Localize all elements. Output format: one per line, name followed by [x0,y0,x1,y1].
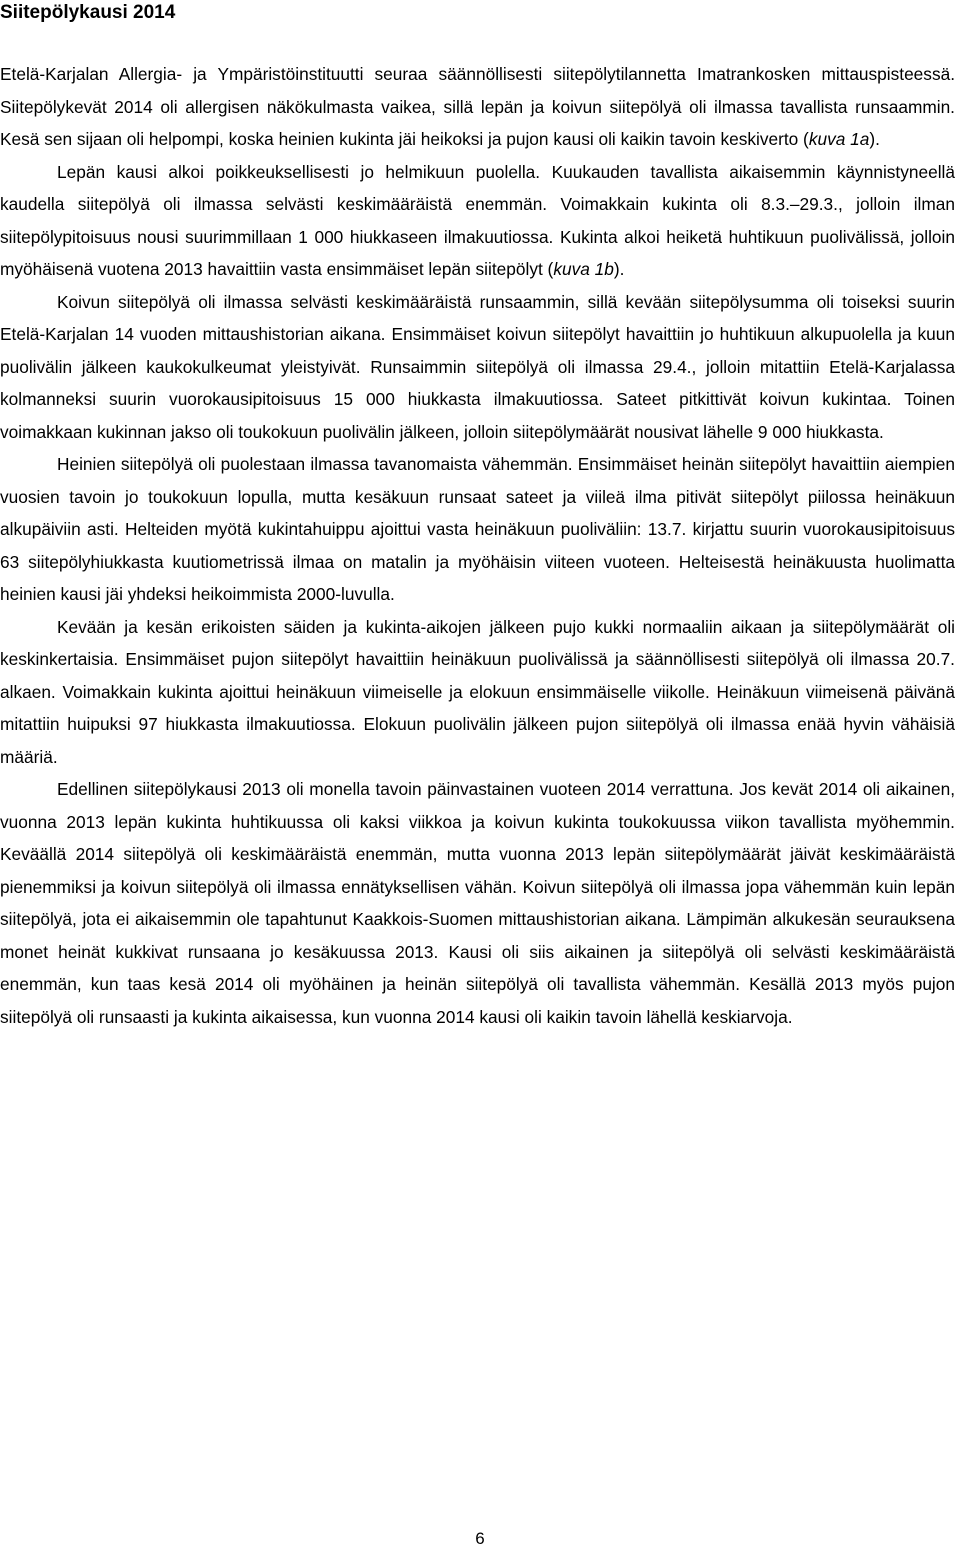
paragraph-mugwort: Kevään ja kesän erikoisten säiden ja kukinta-aikojen jälkeen pujo kukki normaaliin aikaan ja siitepölymäärät oli keskinkertaisia. Ensimmäiset pujon siitepölyt havaittiin heinäkuun puolivälissä ja säännöllisesti siitepölyä oli ilmassa 20.7. alkaen. Voimakkain kukinta ajoittui heinäkuun viimeiselle ja elokuun ensimmäiselle viikolle. Heinäkuun viimeisenä päivänä mitattiin huipuksi 97 hiukkasta ilmakuutiossa. Elokuun puolivälin jälkeen pujon siitepölyä oli ilmassa enää hyvin vähäisiä määriä. [0,616,955,767]
paragraph-alder [0,156,955,286]
figure-reference: kuva 1a [808,129,870,149]
paragraph-comparison-2013: Edellinen siitepölykausi 2013 oli monella tavoin päinvastainen vuoteen 2014 verrattuna. Jos kevät 2014 oli aikainen, vuonna 2013 lepän kukinta huhtikuussa oli kaksi viikkoa ja koivun kukinta toukokuussa viikon tavallista myöhemmin. Keväällä 2014 siitepölyä oli keskimääräistä enemmän, mutta vuonna 2013 lepän siitepölymäärät jäivät keskimääräistä pienemmiksi ja koivun siitepölyä oli ilmassa ennätyksellisen vähän. Koivun siitepölyä oli ilmassa jopa vähemmän kuin lepän siitepölyä, jota ei aikaisemmin ole tapahtunut Kaakkois-Suomen mittaushistorian aikana. Lämpimän alkukesän seurauksena monet heinät kukkivat runsaana jo kesäkuussa 2013. Kausi oli siis aikainen ja siitepölyä oli selvästi keskimääräistä enemmän, kun taas kesä 2014 oli myöhäinen ja heinän siitepölyä oli tavallista vähemmän. Kesällä 2013 myös pujon siitepölyä oli runsaasti ja kukinta aikaisessa, kun vuonna 2014 kausi oli kaikin tavoin lähellä keskiarvoja. [0,779,955,1027]
body-text [0,58,955,1033]
paragraph-text: Lepän kausi alkoi poikkeuksellisesti jo helmikuun puolella. Kuukauden tavallista aikaisemmin käynnistyneellä kaudella siitepölyä oli ilmassa selvästi keskimääräistä enemmän. Voimakkain kukinta oli 8.3.–29.3., jolloin ilman siitepölypitoisuus nousi suurimmillaan 1 000 hiukkaseen ilmakuutiossa. Kukinta alkoi heiketä huhtikuun puolivälissä, jolloin myöhäisenä vuotena 2013 havaittiin vasta ensimmäiset lepän siitepölyt ( [0,161,955,279]
figure-reference: kuva 1b [553,259,614,279]
paragraph-text-end: ). [869,129,880,149]
page-title: Siitepölykausi 2014 [0,2,176,23]
paragraph-intro [0,58,955,156]
paragraph-text-end: ). [613,259,625,279]
paragraph-grass: Heinien siitepölyä oli puolestaan ilmassa tavanomaista vähemmän. Ensimmäiset heinän siitepölyt havaittiin aiempien vuosien tavoin jo toukokuun lopulla, mutta kesäkuun runsaat sateet ja viileä ilma pitivät siitepölyt piilossa heinäkuun alkupäiviin asti. Helteiden myötä kukintahuippu ajoittui vasta heinäkuun puoliväliin: 13.7. kirjattu suurin vuorokausipitoisuus 63 siitepölyhiukkasta kuutiometrissä ilmaa on matalin ja myöhäisin viiteen vuoteen. Helteisestä heinäkuusta huolimatta heinien kausi jäi yhdeksi heikoimmista 2000-luvulla. [0,454,955,604]
page-number: 6 [475,1529,485,1548]
paragraph-text: Etelä-Karjalan Allergia- ja Ympäristöinstituutti seuraa säännöllisesti siitepölytilannetta Imatrankosken mittauspisteessä. Siitepölykevät 2014 oli allergisen näkökulmasta vaikea, sillä lepän ja koivun siitepölyä oli ilmassa tavallista runsaammin. Kesä sen sijaan oli helpompi, koska heinien kukinta jäi heikoksi ja pujon kausi oli kaikin tavoin keskiverto ( [0,64,955,149]
paragraph-birch: Koivun siitepölyä oli ilmassa selvästi keskimääräistä runsaammin, sillä kevään siitepölysumma oli toiseksi suurin Etelä-Karjalan 14 vuoden mittaushistorian aikana. Ensimmäiset koivun siitepölyt havaittiin jo huhtikuun alkupuolella ja kuun puolivälin jälkeen kaukokulkeumat yleistyivät. Runsaimmin siitepölyä oli ilmassa 29.4., jolloin mitattiin Etelä-Karjalassa kolmanneksi suurin vuorokausipitoisuus 15 000 hiukkasta ilmakuutiossa. Sateet pitkittivät koivun kukintaa. Toinen voimakkaan kukinnan jakso oli toukokuun puolivälin jälkeen, jolloin siitepölymäärät nousivat lähelle 9 000 hiukkasta. [0,291,955,442]
